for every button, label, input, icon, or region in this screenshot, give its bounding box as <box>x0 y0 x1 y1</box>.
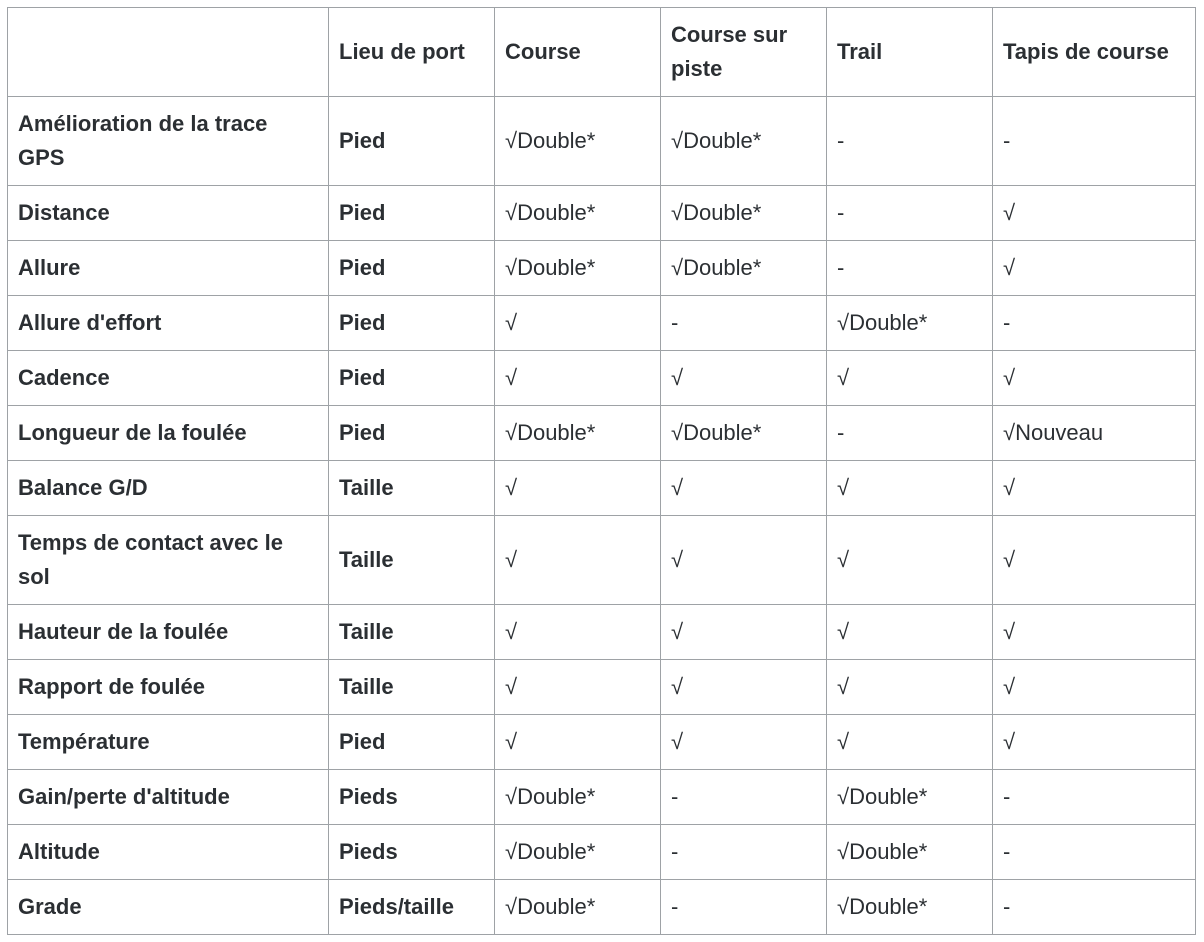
trail-cell: √ <box>827 715 993 770</box>
running-cell: √ <box>495 351 661 406</box>
location-cell: Taille <box>329 660 495 715</box>
table-row <box>8 516 1196 605</box>
header-running: Course <box>495 8 661 97</box>
treadmill-cell: - <box>993 296 1196 351</box>
track-running-cell: - <box>661 770 827 825</box>
track-running-cell: √ <box>661 660 827 715</box>
comparison-table <box>7 7 1196 935</box>
table-row <box>8 241 1196 296</box>
comparison-table-container <box>7 7 1196 935</box>
metric-cell: Distance <box>8 186 329 241</box>
track-running-cell: - <box>661 880 827 935</box>
trail-cell: √ <box>827 461 993 516</box>
treadmill-cell: √ <box>993 241 1196 296</box>
table-row <box>8 715 1196 770</box>
header-trail: Trail <box>827 8 993 97</box>
treadmill-cell: - <box>993 880 1196 935</box>
trail-cell: √Double* <box>827 825 993 880</box>
track-running-cell: √ <box>661 461 827 516</box>
treadmill-cell: √ <box>993 461 1196 516</box>
location-cell: Pied <box>329 406 495 461</box>
treadmill-cell: √Nouveau <box>993 406 1196 461</box>
location-cell: Pied <box>329 296 495 351</box>
location-cell: Pieds <box>329 770 495 825</box>
header-track-running: Course sur piste <box>661 8 827 97</box>
running-cell: √ <box>495 461 661 516</box>
metric-cell: Allure d'effort <box>8 296 329 351</box>
table-header <box>8 8 1196 97</box>
trail-cell: √Double* <box>827 770 993 825</box>
metric-cell: Cadence <box>8 351 329 406</box>
metric-cell: Allure <box>8 241 329 296</box>
running-cell: √Double* <box>495 241 661 296</box>
header-location: Lieu de port <box>329 8 495 97</box>
table-row <box>8 461 1196 516</box>
treadmill-cell: √ <box>993 351 1196 406</box>
location-cell: Pied <box>329 351 495 406</box>
treadmill-cell: √ <box>993 715 1196 770</box>
metric-cell: Altitude <box>8 825 329 880</box>
table-row <box>8 186 1196 241</box>
location-cell: Pieds <box>329 825 495 880</box>
table-row <box>8 406 1196 461</box>
metric-cell: Balance G/D <box>8 461 329 516</box>
track-running-cell: √Double* <box>661 406 827 461</box>
header-treadmill: Tapis de course <box>993 8 1196 97</box>
trail-cell: - <box>827 406 993 461</box>
track-running-cell: √Double* <box>661 186 827 241</box>
trail-cell: √ <box>827 605 993 660</box>
metric-cell: Temps de contact avec le sol <box>8 516 329 605</box>
metric-cell: Grade <box>8 880 329 935</box>
track-running-cell: √Double* <box>661 97 827 186</box>
location-cell: Taille <box>329 516 495 605</box>
header-row <box>8 8 1196 97</box>
treadmill-cell: √ <box>993 516 1196 605</box>
running-cell: √Double* <box>495 770 661 825</box>
running-cell: √Double* <box>495 825 661 880</box>
metric-cell: Hauteur de la foulée <box>8 605 329 660</box>
trail-cell: - <box>827 241 993 296</box>
location-cell: Pied <box>329 241 495 296</box>
metric-cell: Température <box>8 715 329 770</box>
track-running-cell: √ <box>661 351 827 406</box>
table-row <box>8 770 1196 825</box>
table-row <box>8 351 1196 406</box>
treadmill-cell: √ <box>993 186 1196 241</box>
location-cell: Pied <box>329 715 495 770</box>
treadmill-cell: √ <box>993 605 1196 660</box>
track-running-cell: √ <box>661 605 827 660</box>
table-row <box>8 660 1196 715</box>
table-row <box>8 97 1196 186</box>
treadmill-cell: - <box>993 770 1196 825</box>
location-cell: Taille <box>329 605 495 660</box>
location-cell: Pied <box>329 186 495 241</box>
running-cell: √ <box>495 296 661 351</box>
track-running-cell: √ <box>661 715 827 770</box>
table-body <box>8 97 1196 935</box>
trail-cell: √ <box>827 660 993 715</box>
trail-cell: √Double* <box>827 880 993 935</box>
trail-cell: - <box>827 97 993 186</box>
track-running-cell: - <box>661 296 827 351</box>
trail-cell: √Double* <box>827 296 993 351</box>
location-cell: Pied <box>329 97 495 186</box>
location-cell: Pieds/taille <box>329 880 495 935</box>
table-row <box>8 880 1196 935</box>
track-running-cell: √ <box>661 516 827 605</box>
treadmill-cell: √ <box>993 660 1196 715</box>
track-running-cell: - <box>661 825 827 880</box>
running-cell: √Double* <box>495 406 661 461</box>
running-cell: √ <box>495 660 661 715</box>
treadmill-cell: - <box>993 97 1196 186</box>
trail-cell: - <box>827 186 993 241</box>
location-cell: Taille <box>329 461 495 516</box>
metric-cell: Gain/perte d'altitude <box>8 770 329 825</box>
running-cell: √Double* <box>495 880 661 935</box>
running-cell: √ <box>495 715 661 770</box>
running-cell: √Double* <box>495 186 661 241</box>
running-cell: √ <box>495 516 661 605</box>
track-running-cell: √Double* <box>661 241 827 296</box>
trail-cell: √ <box>827 351 993 406</box>
metric-cell: Rapport de foulée <box>8 660 329 715</box>
trail-cell: √ <box>827 516 993 605</box>
treadmill-cell: - <box>993 825 1196 880</box>
metric-cell: Amélioration de la trace GPS <box>8 97 329 186</box>
table-row <box>8 825 1196 880</box>
table-row <box>8 296 1196 351</box>
metric-cell: Longueur de la foulée <box>8 406 329 461</box>
running-cell: √ <box>495 605 661 660</box>
header-metric <box>8 8 329 97</box>
running-cell: √Double* <box>495 97 661 186</box>
table-row <box>8 605 1196 660</box>
